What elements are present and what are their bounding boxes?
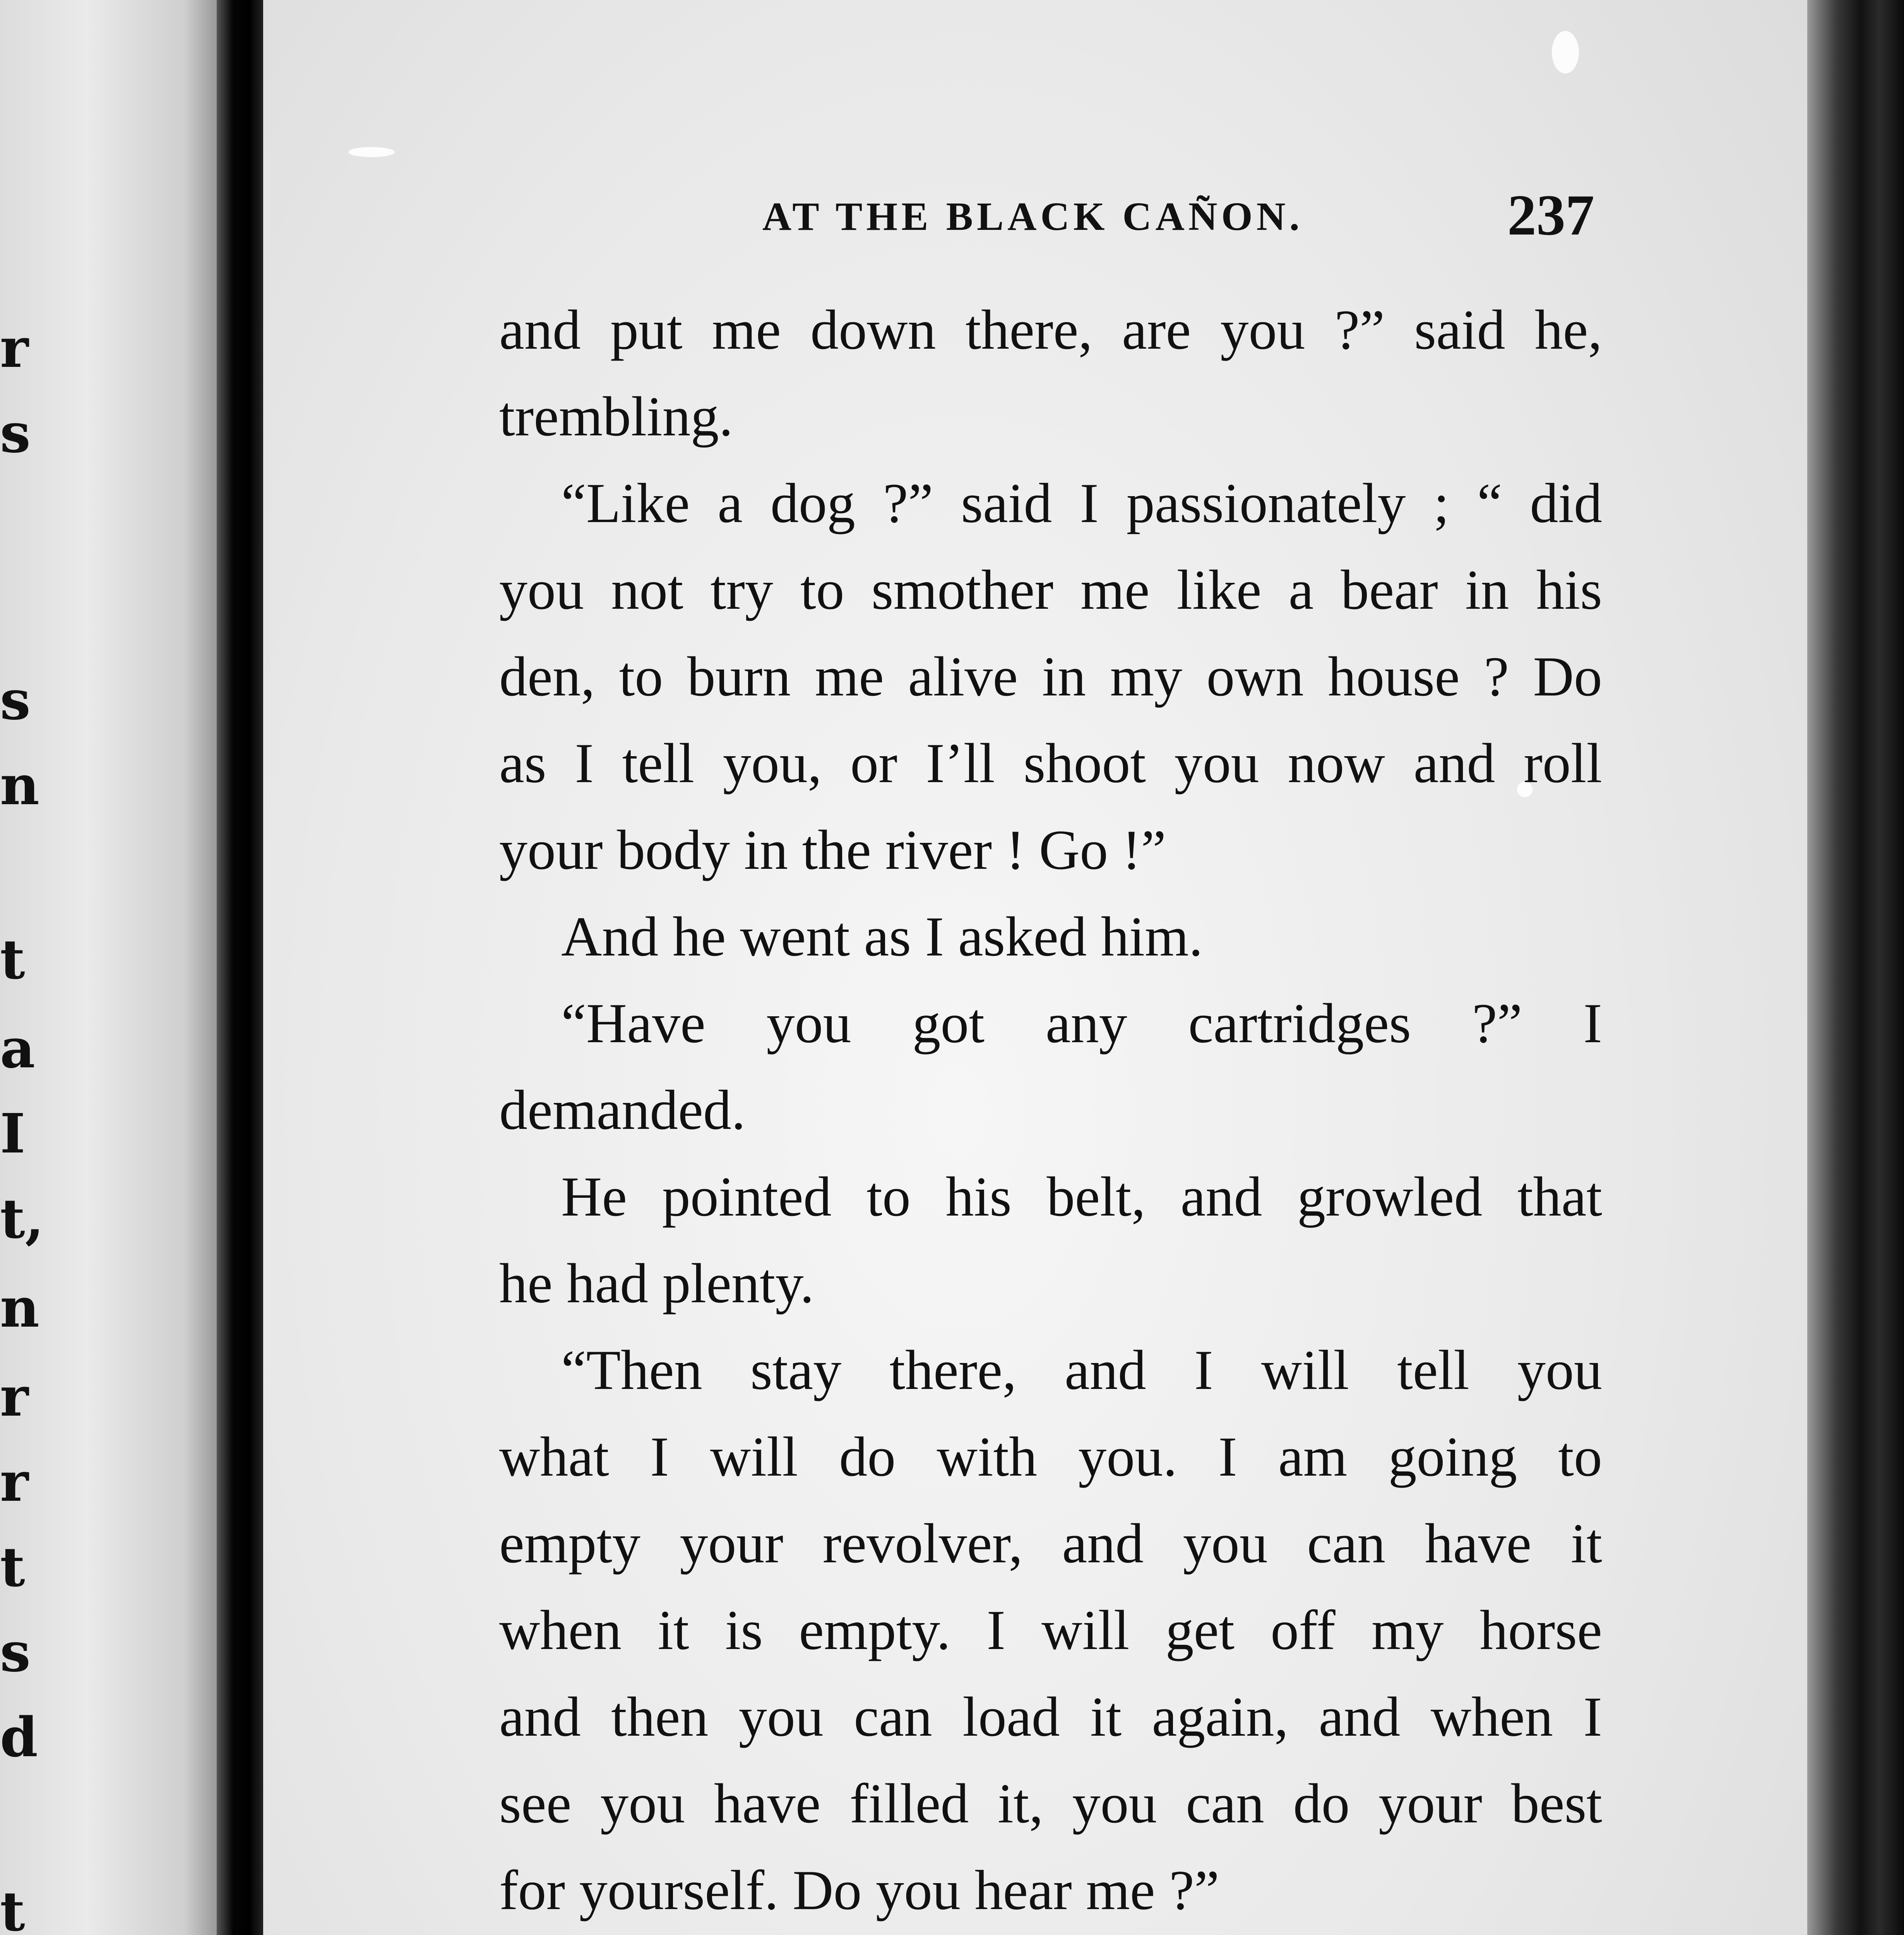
running-head: AT THE BLACK CAÑON. <box>762 194 1303 239</box>
text-line: he had plenty. <box>499 1252 814 1315</box>
left-page-fragment: a <box>0 1017 35 1081</box>
left-page-fragment: n <box>0 1276 39 1340</box>
left-page-edge <box>0 0 217 1935</box>
text-line: And he went as I asked him. <box>561 905 1203 968</box>
left-page-fragment: I <box>0 1102 26 1166</box>
left-page-fragment: t <box>0 1880 25 1935</box>
text-line: empty your revolver, and you can have it <box>499 1512 1602 1575</box>
text-line: you not try to smother me like a bear in his <box>499 558 1602 621</box>
book-gutter <box>217 0 263 1935</box>
text-line: what I will do with you. I am going to <box>499 1425 1602 1488</box>
text-line: and then you can load it again, and when I <box>499 1685 1602 1748</box>
text-line: den, to burn me alive in my own house ? Do <box>499 645 1602 708</box>
text-line: as I tell you, or I’ll shoot you now and roll <box>499 732 1602 795</box>
page-edge-shadow <box>1807 0 1904 1935</box>
text-line: “Have you got any cartridges ?” I <box>561 992 1602 1055</box>
left-page-fragment: n <box>0 754 39 817</box>
left-page-fragment: s <box>0 669 31 732</box>
text-line: for yourself. Do you hear me ?” <box>499 1859 1219 1921</box>
text-line: “Then stay there, and I will tell you <box>561 1339 1602 1401</box>
left-page-fragment: t, <box>0 1187 44 1251</box>
left-page-fragment: r <box>0 1365 29 1429</box>
text-line: when it is empty. I will get off my horse <box>499 1599 1602 1661</box>
scan-speck <box>1552 31 1579 74</box>
text-line: demanded. <box>499 1079 746 1141</box>
page-number: 237 <box>1507 183 1594 247</box>
left-page-fragment: r <box>0 1450 29 1514</box>
text-line: see you have filled it, you can do your best <box>499 1772 1602 1835</box>
left-page-fragment: t <box>0 928 25 991</box>
text-line: trembling. <box>499 385 733 448</box>
left-page-fragment: s <box>0 402 31 465</box>
left-page-fragment: t <box>0 1536 25 1599</box>
page-header <box>499 182 1594 259</box>
left-page-fragment: r <box>0 317 29 380</box>
left-page-fragment: s <box>0 1621 31 1684</box>
body-text <box>499 286 1602 1935</box>
text-line: He pointed to his belt, and growled that <box>561 1165 1602 1228</box>
text-line: “Like a dog ?” said I passionately ; “ did <box>561 472 1602 534</box>
scan-speck <box>348 147 395 157</box>
text-line <box>499 1933 1602 1935</box>
text-line: your body in the river ! Go !” <box>499 819 1166 881</box>
left-page-fragment: d <box>0 1706 38 1769</box>
text-line: and put me down there, are you ?” said he, <box>499 298 1602 361</box>
